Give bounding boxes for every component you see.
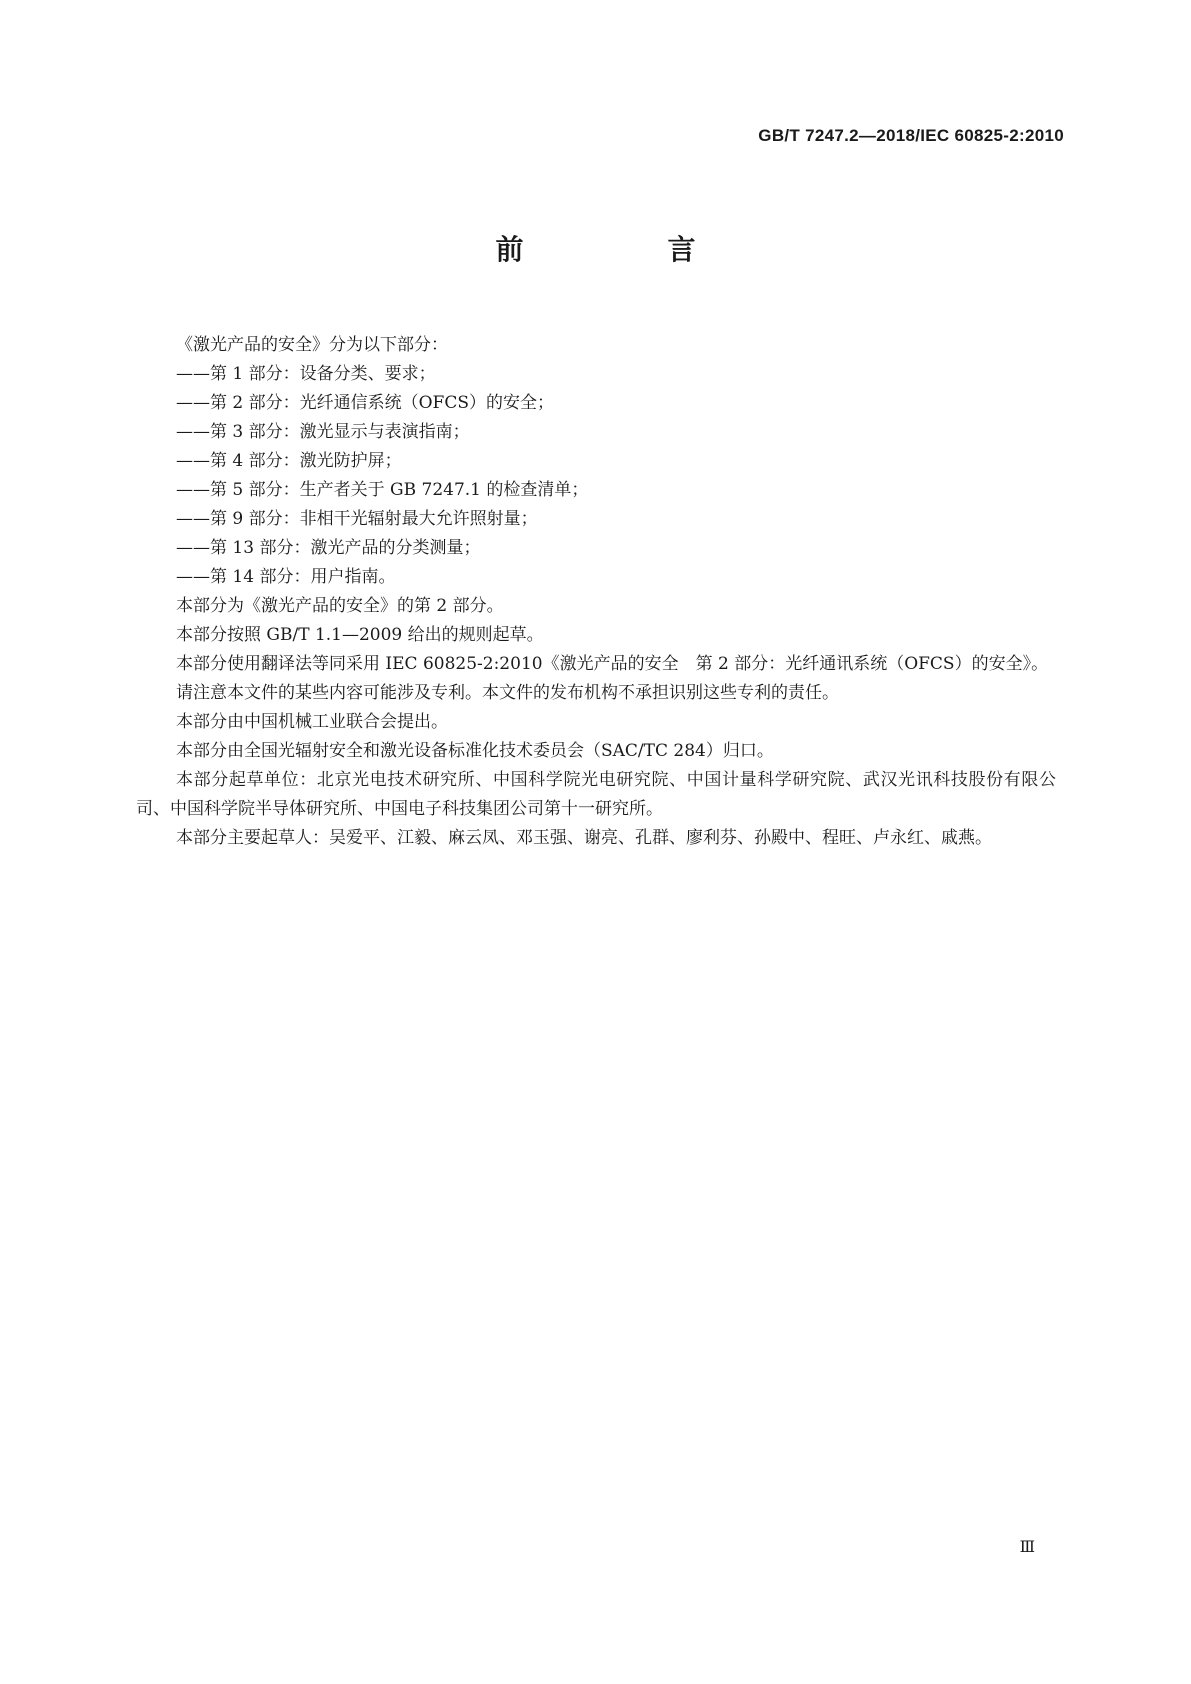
paragraph: 本部分起草单位：北京光电技术研究所、中国科学院光电研究院、中国计量科学研究院、武汉光讯科技股份有限公司、中国科学院半导体研究所、中国电子科技集团公司第十一研究所。 (136, 770, 1056, 819)
paragraph: 本部分为《激光产品的安全》的第 2 部分。 (176, 596, 504, 616)
paragraph: 本部分由全国光辐射安全和激光设备标准化技术委员会（SAC/TC 284）归口。 (176, 741, 774, 761)
page-title: 前 言 (495, 233, 754, 266)
paragraph: 本部分使用翻译法等同采用 IEC 60825-2:2010《激光产品的安全 第 2 部分：光纤通讯系统（OFCS）的安全》。 (176, 654, 1049, 674)
foreword-body (136, 331, 1056, 853)
paragraph: 请注意本文件的某些内容可能涉及专利。本文件的发布机构不承担识别这些专利的责任。 (176, 683, 839, 703)
part-list-item: ——第 5 部分：生产者关于 GB 7247.1 的检查清单； (176, 480, 589, 500)
part-list-item: ——第 2 部分：光纤通信系统（OFCS）的安全； (176, 393, 555, 413)
part-list-item: ——第 13 部分：激光产品的分类测量； (176, 538, 481, 558)
standard-number: GB/T 7247.2—2018/IEC 60825-2:2010 (758, 126, 1064, 145)
part-list-item: ——第 9 部分：非相干光辐射最大允许照射量； (176, 509, 538, 529)
paragraph: 本部分由中国机械工业联合会提出。 (176, 712, 448, 732)
part-list-item: ——第 3 部分：激光显示与表演指南； (176, 422, 470, 442)
part-list-item: ——第 14 部分：用户指南。 (176, 567, 396, 587)
paragraph: 本部分按照 GB/T 1.1—2009 给出的规则起草。 (176, 625, 544, 645)
paragraph: 本部分主要起草人：吴爱平、江毅、麻云凤、邓玉强、谢亮、孔群、廖利芬、孙殿中、程旺、卢永红、戚燕。 (176, 828, 992, 848)
parts-intro: 《激光产品的安全》分为以下部分： (176, 335, 448, 355)
part-list-item: ——第 4 部分：激光防护屏； (176, 451, 402, 471)
page-number: Ⅲ (1019, 1537, 1035, 1556)
part-list-item: ——第 1 部分：设备分类、要求； (176, 364, 436, 384)
